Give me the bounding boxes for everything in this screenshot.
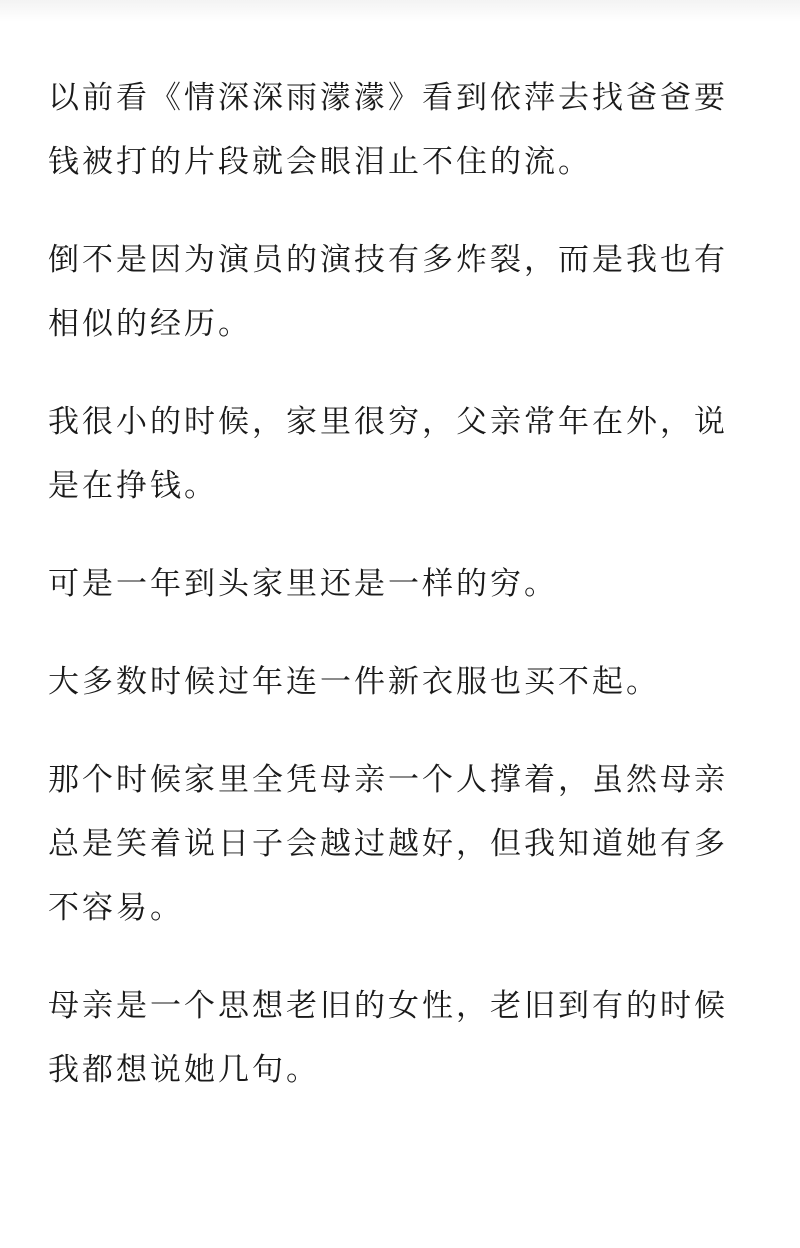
paragraph: 倒不是因为演员的演技有多炸裂，而是我也有相似的经历。	[48, 242, 728, 342]
top-fade-bar	[0, 0, 800, 22]
paragraph: 大多数时候过年连一件新衣服也买不起。	[48, 664, 660, 700]
paragraph: 母亲是一个思想老旧的女性，老旧到有的时候我都想说她几句。	[48, 988, 728, 1088]
paragraph: 以前看《情深深雨濛濛》看到依萍去找爸爸要钱被打的片段就会眼泪止不住的流。	[48, 80, 728, 180]
paragraph: 我很小的时候，家里很穷，父亲常年在外，说是在挣钱。	[48, 404, 728, 504]
article-body	[48, 66, 754, 1136]
paragraph: 可是一年到头家里还是一样的穷。	[48, 566, 558, 602]
paragraph: 那个时候家里全凭母亲一个人撑着，虽然母亲总是笑着说日子会越过越好，但我知道她有多不容易。	[48, 762, 728, 926]
